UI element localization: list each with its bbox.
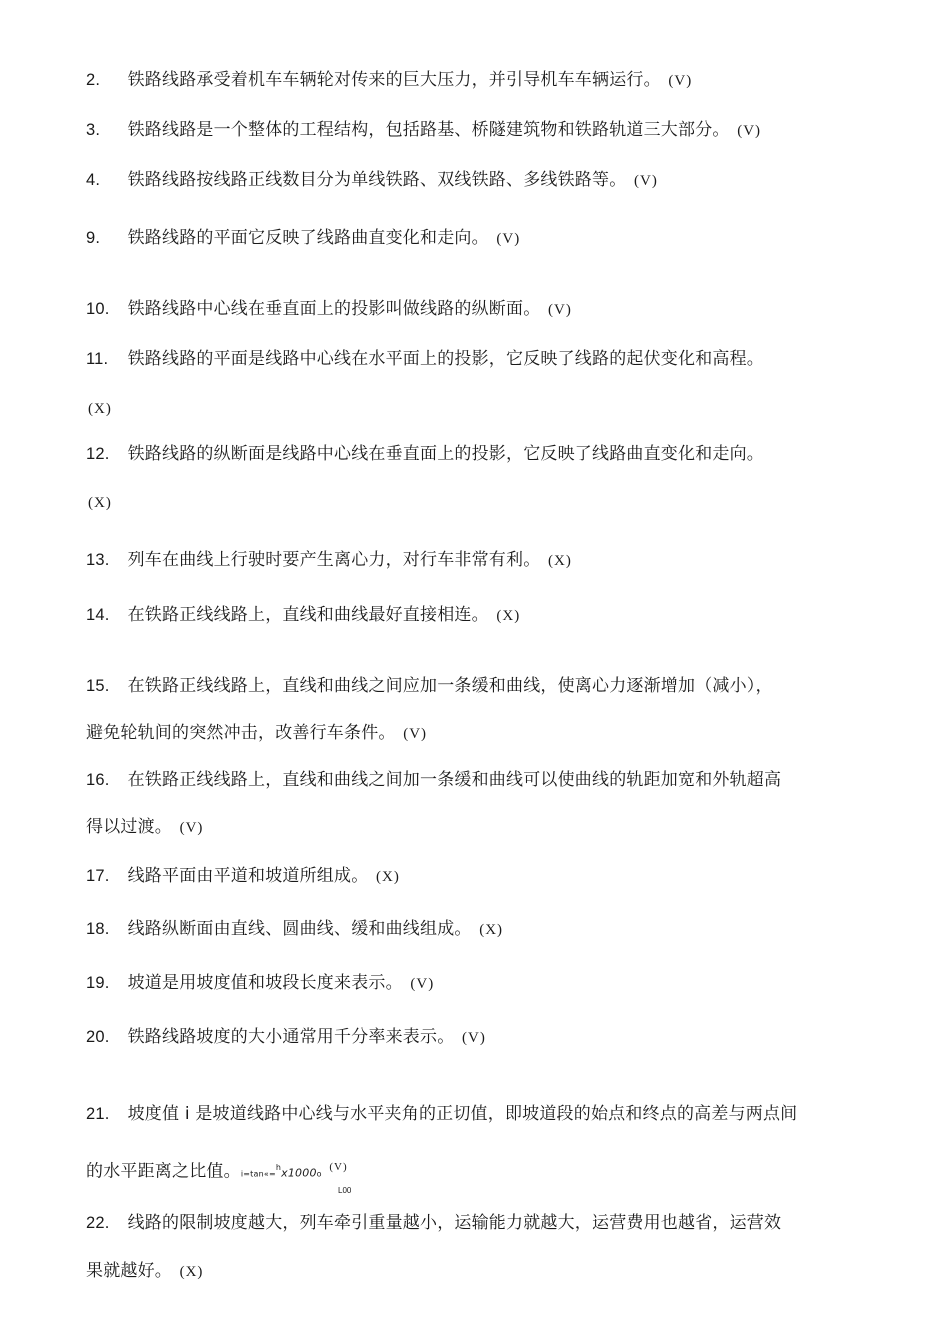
item-text-continued: 得以过渡。 xyxy=(86,817,172,837)
answer-mark: (X) xyxy=(376,869,400,885)
item-text-continued: 避免轮轨间的突然冲击，改善行车条件。 xyxy=(86,723,396,743)
item-15 xyxy=(86,674,773,698)
item-10 xyxy=(86,297,572,322)
item-4 xyxy=(86,168,658,193)
answer-mark: (V) xyxy=(403,726,428,742)
item-3 xyxy=(86,118,761,143)
item-number: 17. xyxy=(86,867,110,885)
item-text: 在铁路正线线路上，直线和曲线之间应加一条缓和曲线，使离心力逐渐增加（减小）， xyxy=(127,676,773,696)
item-22 xyxy=(86,1211,781,1235)
answer-mark: (V) xyxy=(496,231,521,247)
item-11-continuation xyxy=(86,396,112,421)
item-number: 3. xyxy=(86,121,101,139)
item-number: 13. xyxy=(86,551,110,569)
item-15-continuation xyxy=(86,721,427,746)
item-text: 坡度值 i 是坡道线路中心线与水平夹角的正切值，即坡道段的始点和终点的高差与两点间 xyxy=(127,1104,798,1124)
answer-mark: (V) xyxy=(737,123,762,139)
formula-denominator: L00 xyxy=(338,1186,352,1195)
answer-mark: (X) xyxy=(88,401,112,417)
item-number: 19. xyxy=(86,974,110,992)
item-number: 22. xyxy=(86,1214,110,1232)
item-16 xyxy=(86,768,781,792)
item-text: 在铁路正线线路上，直线和曲线之间加一条缓和曲线可以使曲线的轨距加宽和外轨超高 xyxy=(127,770,782,790)
item-number: 21. xyxy=(86,1105,110,1123)
formula-numerator: h xyxy=(275,1163,282,1172)
answer-mark: (V) xyxy=(634,173,658,189)
item-number: 9. xyxy=(86,229,101,247)
formula-subscript: o xyxy=(316,1169,322,1179)
answer-mark: (V) xyxy=(462,1030,486,1046)
answer-mark: (V) xyxy=(668,73,693,89)
item-12 xyxy=(86,442,764,466)
item-text-continued: 的水平距离之比值。 xyxy=(86,1161,241,1182)
answer-mark: (V) xyxy=(548,302,572,318)
item-text-continued: 果就越好。 xyxy=(86,1261,172,1281)
item-text: 坡道是用坡度值和坡段长度来表示。 xyxy=(127,973,403,993)
item-text: 线路的限制坡度越大，列车牵引重量越小，运输能力就越大，运营费用也越省，运营效 xyxy=(127,1213,782,1233)
item-number: 14. xyxy=(86,606,110,624)
item-number: 2. xyxy=(86,71,101,89)
answer-mark: (X) xyxy=(548,553,572,569)
item-13 xyxy=(86,548,572,573)
item-number: 10. xyxy=(86,300,110,318)
answer-mark: (X) xyxy=(479,922,504,938)
item-20 xyxy=(86,1025,486,1050)
answer-mark: (X) xyxy=(88,495,112,511)
answer-mark: (X) xyxy=(496,608,521,624)
item-number: 16. xyxy=(86,771,110,789)
item-text: 铁路线路的平面它反映了线路曲直变化和走向。 xyxy=(127,228,489,248)
item-text: 铁路线路坡度的大小通常用千分率来表示。 xyxy=(127,1027,455,1047)
item-14 xyxy=(86,603,520,628)
item-16-continuation xyxy=(86,815,203,840)
formula-factor: x1000 xyxy=(281,1166,317,1180)
item-number: 4. xyxy=(86,171,101,189)
item-12-continuation xyxy=(86,490,112,515)
item-text: 铁路线路承受着机车车辆轮对传来的巨大压力，并引导机车车辆运行。 xyxy=(127,70,661,90)
item-17 xyxy=(86,864,400,889)
item-number: 20. xyxy=(86,1028,110,1046)
item-number: 12. xyxy=(86,445,110,463)
item-text: 列车在曲线上行驶时要产生离心力，对行车非常有利。 xyxy=(127,550,541,570)
item-19 xyxy=(86,971,434,996)
answer-mark: (V) xyxy=(329,1161,348,1173)
item-text: 线路平面由平道和坡道所组成。 xyxy=(127,866,369,886)
item-text: 铁路线路中心线在垂直面上的投影叫做线路的纵断面。 xyxy=(127,299,541,319)
item-9 xyxy=(86,226,520,251)
answer-mark: (V) xyxy=(410,976,435,992)
item-text: 铁路线路的纵断面是线路中心线在垂直面上的投影，它反映了线路曲直变化和走向。 xyxy=(127,444,765,464)
item-number: 18. xyxy=(86,920,110,938)
item-22-continuation xyxy=(86,1259,203,1284)
item-11 xyxy=(86,347,764,371)
item-text: 铁路线路按线路正线数目分为单线铁路、双线铁路、多线铁路等。 xyxy=(127,170,627,190)
item-21-continuation xyxy=(86,1155,348,1187)
item-21 xyxy=(86,1102,797,1126)
item-text: 铁路线路是一个整体的工程结构，包括路基、桥隧建筑物和铁路轨道三大部分。 xyxy=(127,120,730,140)
item-text: 线路纵断面由直线、圆曲线、缓和曲线组成。 xyxy=(127,919,472,939)
answer-mark: (V) xyxy=(179,820,204,836)
formula-lhs: i=tan«= xyxy=(240,1169,276,1179)
item-number: 11. xyxy=(86,350,109,368)
item-18 xyxy=(86,917,503,942)
answer-mark: (X) xyxy=(179,1264,204,1280)
item-2 xyxy=(86,68,692,93)
item-number: 15. xyxy=(86,677,110,695)
item-text: 铁路线路的平面是线路中心线在水平面上的投影，它反映了线路的起伏变化和高程。 xyxy=(127,349,765,369)
item-text: 在铁路正线线路上，直线和曲线最好直接相连。 xyxy=(127,605,489,625)
